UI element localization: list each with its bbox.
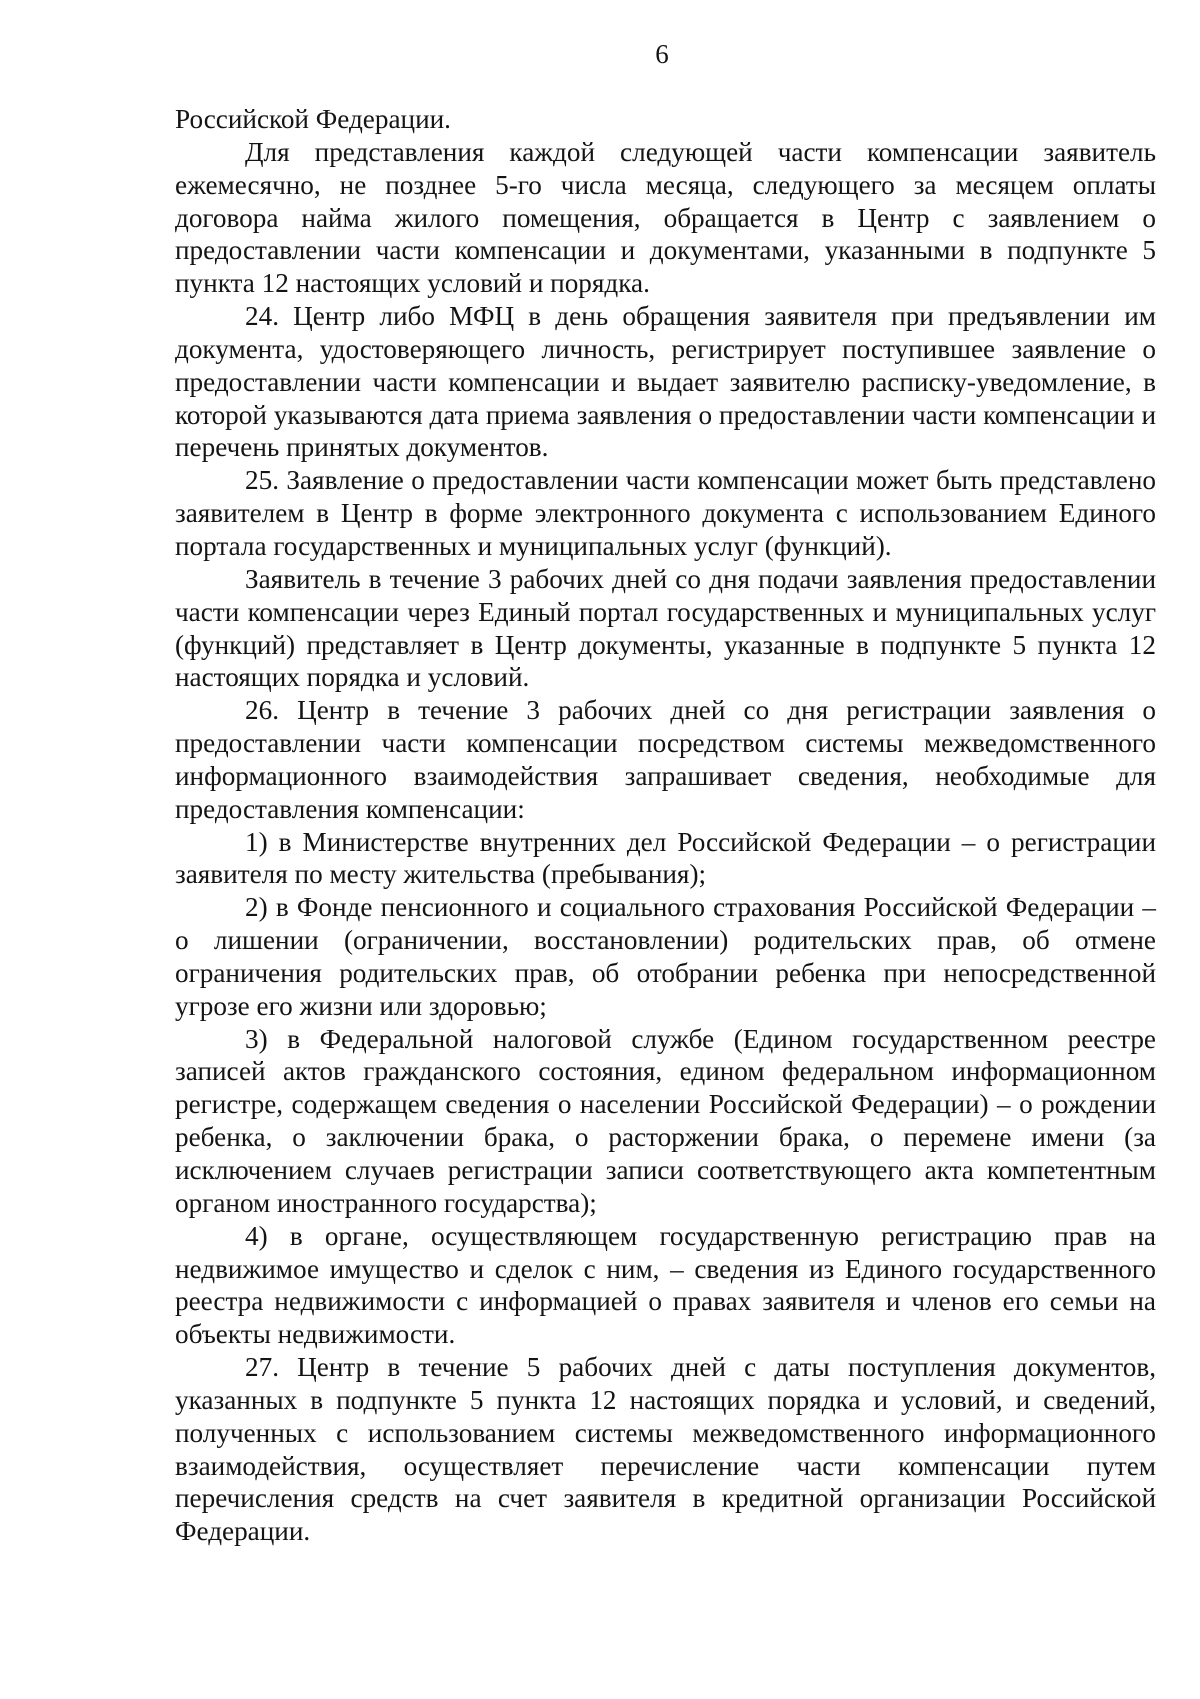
paragraph-27: 27. Центр в течение 5 рабочих дней с даты поступления документов, указанных в подпункте 5 пункта 12 настоящих порядка и условий, и сведений, полученных с использованием системы межведомственного информационного взаимодействия, осуществляет перечисление части компенсации путем перечисления средств на счет заявителя в кредитной организации Российской Федерации. — [175, 1352, 1156, 1547]
list-item-1: 1) в Министерстве внутренних дел Российской Федерации – о регистрации заявителя по месту жительства (пребывания); — [175, 826, 1156, 890]
paragraph-25-continued: Заявитель в течение 3 рабочих дней со дня подачи заявления предоставлении части компенсации через Единый портал государственных и муниципальных услуг (функций) представляет в Центр документы, указанные в подпункте 5 пункта 12 настоящих порядка и условий. — [175, 563, 1156, 693]
list-item-2: 2) в Фонде пенсионного и социального страхования Российской Федерации – о лишении (ограничении, восстановлении) родительских прав, об отмене ограничения родительских прав, об отобрании ребенка при непосредственной угрозе его жизни или здоровью; — [175, 892, 1156, 1021]
paragraph-25: 25. Заявление о предоставлении части компенсации может быть представлено заявителем в Центр в форме электронного документа с использованием Единого портала государственных и муниципальных услуг (функций). — [175, 465, 1156, 561]
page-number: 6 — [655, 39, 669, 69]
list-item-4: 4) в органе, осуществляющем государственную регистрацию прав на недвижимое имущество и сделок с ним, – сведения из Единого государственного реестра недвижимости с информацией о правах заявителя и членов его семьи на объекты недвижимости. — [175, 1220, 1156, 1350]
paragraph-continuation: Российской Федерации. — [175, 104, 451, 134]
paragraph-26: 26. Центр в течение 3 рабочих дней со дня регистрации заявления о предоставлении части компенсации посредством системы межведомственного информационного взаимодействия запрашивает сведения, необходимые для предоставления компенсации: — [175, 695, 1156, 824]
paragraph-monthly-application: Для представления каждой следующей части компенсации заявитель ежемесячно, не позднее 5-го числа месяца, следующего за месяцем оплаты договора найма жилого помещения, обращается в Центр с заявлением о предоставлении части компенсации и документами, указанными в подпункте 5 пункта 12 настоящих условий и порядка. — [175, 136, 1156, 299]
document-body — [175, 103, 1156, 1548]
paragraph-24: 24. Центр либо МФЦ в день обращения заявителя при предъявлении им документа, удостоверяющего личность, регистрирует поступившее заявление о предоставлении части компенсации и выдает заявителю расписку-уведомление, в которой указываются дата приема заявления о предоставлении части компенсации и перечень принятых документов. — [175, 301, 1156, 463]
list-item-3: 3) в Федеральной налоговой службе (Едином государственном реестре записей актов гражданского состояния, едином федеральном информационном регистре, содержащем сведения о населении Российской Федерации) – о рождении ребенка, о заключении брака, о расторжении брака, о перемене имени (за исключением случаев регистрации записи соответствующего акта компетентным органом иностранного государства); — [175, 1023, 1156, 1218]
